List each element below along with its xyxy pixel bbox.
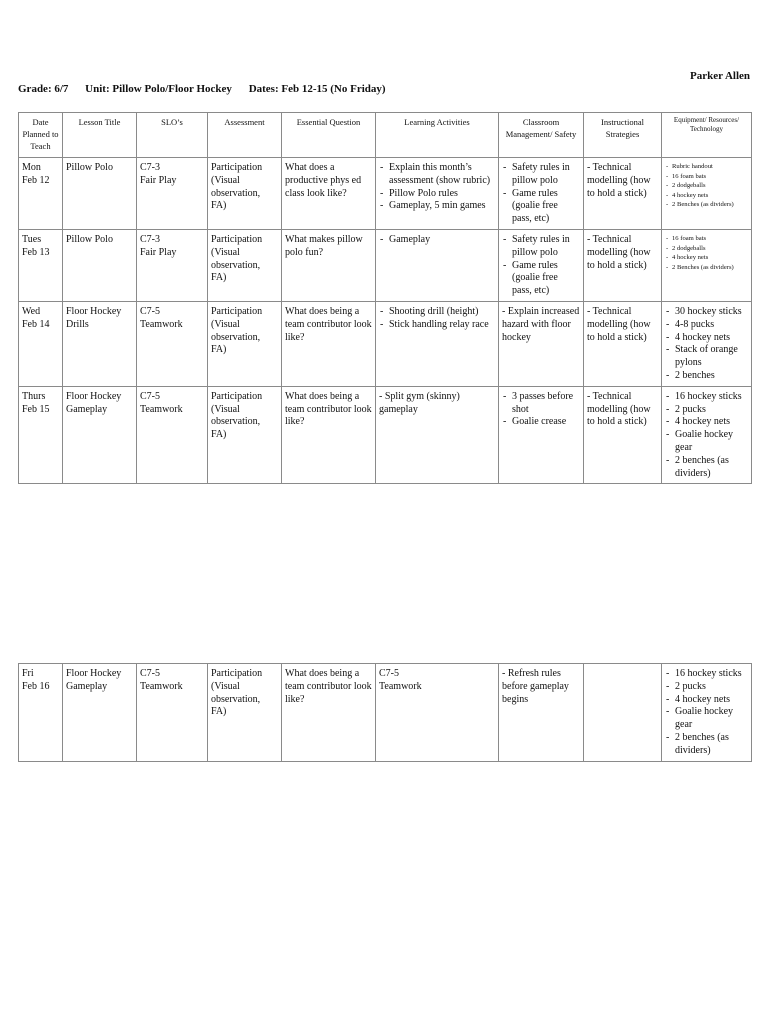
activities-list (379, 234, 495, 247)
list-item: - 16 foam bats (665, 234, 748, 244)
unit-label: Unit: Pillow Polo/Floor Hockey (85, 83, 232, 95)
table-row (19, 301, 752, 386)
list-item: - 30 hockey sticks (665, 306, 748, 319)
grade-label: Grade: 6/7 (18, 83, 69, 95)
list-item: - Rubric handout (665, 162, 748, 172)
date-label: Feb 16 (22, 680, 50, 692)
lesson-title-cell: Pillow Polo (63, 158, 137, 230)
slo-code: C7-5 (140, 305, 160, 317)
lesson-title-cell: Pillow Polo (63, 230, 137, 302)
column-header-essential-question: Essential Question (282, 113, 376, 158)
list-item: - Pillow Polo rules (379, 188, 495, 201)
date-label: Feb 15 (22, 403, 50, 415)
list-item: - 4 hockey nets (665, 416, 748, 429)
day-label: Mon (22, 162, 41, 173)
slo-cell (137, 664, 208, 762)
assessment-cell: Participation (Visual observation, FA) (208, 158, 282, 230)
equipment-cell (662, 386, 752, 484)
list-item: - 2 dodgeballs (665, 181, 748, 191)
list-item: - 2 benches (665, 370, 748, 383)
slo-code: C7-3 (140, 234, 160, 245)
slo-name: Fair Play (140, 246, 177, 258)
slo-name: Teamwork (140, 318, 183, 330)
instructional-strategies-cell (584, 664, 662, 762)
slo-cell (137, 386, 208, 484)
lesson-title-cell: Floor Hockey Gameplay (63, 386, 137, 484)
equipment-list (665, 306, 748, 383)
list-item: - 2 benches (as dividers) (665, 732, 748, 758)
lesson-title-cell: Floor Hockey Gameplay (63, 664, 137, 762)
list-item: - 4-8 pucks (665, 319, 748, 332)
assessment-cell: Participation (Visual observation, FA) (208, 230, 282, 302)
assessment-cell: Participation (Visual observation, FA) (208, 664, 282, 762)
list-item: - 2 Benches (as dividers) (665, 263, 748, 273)
safety-list (502, 391, 580, 429)
assessment-cell: Participation (Visual observation, FA) (208, 301, 282, 386)
date-cell (19, 158, 63, 230)
list-item: - Goalie crease (502, 416, 580, 429)
table-row (19, 664, 752, 762)
classroom-management-cell (499, 158, 584, 230)
table-header-row (19, 113, 752, 158)
slo-code: C7-5 (140, 390, 160, 402)
friday-lesson-table (18, 663, 752, 762)
activity-line: Teamwork (379, 680, 422, 692)
equipment-cell (662, 230, 752, 302)
day-label: Fri (22, 668, 34, 679)
date-cell (19, 301, 63, 386)
learning-activities-cell (376, 230, 499, 302)
slo-name: Teamwork (140, 680, 183, 692)
classroom-management-cell: - Explain increased hazard with floor hockey (499, 301, 584, 386)
equipment-cell (662, 158, 752, 230)
essential-question-cell: What does being a team contributor look like? (282, 301, 376, 386)
equipment-list (665, 162, 748, 210)
essential-question-cell: What does being a team contributor look like? (282, 664, 376, 762)
slo-cell (137, 158, 208, 230)
date-cell (19, 386, 63, 484)
slo-code: C7-3 (140, 162, 160, 173)
equipment-cell (662, 664, 752, 762)
date-label: Feb 13 (22, 246, 50, 258)
list-item: - 4 hockey nets (665, 253, 748, 263)
learning-activities-cell (376, 158, 499, 230)
list-item: - 2 Benches (as dividers) (665, 200, 748, 210)
equipment-cell (662, 301, 752, 386)
lesson-plan-header (18, 83, 386, 95)
date-cell (19, 230, 63, 302)
safety-list (502, 162, 580, 226)
lesson-title-cell: Floor Hockey Drills (63, 301, 137, 386)
equipment-list (665, 234, 748, 272)
equipment-list (665, 391, 748, 481)
essential-question-cell: What makes pillow polo fun? (282, 230, 376, 302)
list-item: - 2 pucks (665, 404, 748, 417)
date-cell (19, 664, 63, 762)
list-item: - Game rules (goalie free pass, etc) (502, 188, 580, 226)
essential-question-cell: What does being a team contributor look like? (282, 386, 376, 484)
list-item: - 2 dodgeballs (665, 244, 748, 254)
activities-list (379, 306, 495, 332)
slo-cell (137, 301, 208, 386)
list-item: - Safety rules in pillow polo (502, 234, 580, 260)
dates-label: Dates: Feb 12-15 (No Friday) (248, 83, 386, 95)
list-item: - Gameplay (379, 234, 495, 247)
list-item: - Goalie hockey gear (665, 706, 748, 732)
learning-activities-cell: - Split gym (skinny) gameplay (376, 386, 499, 484)
list-item: - 4 hockey nets (665, 694, 748, 707)
day-label: Thurs (22, 390, 46, 402)
learning-activities-cell (376, 301, 499, 386)
table-row (19, 230, 752, 302)
activity-line: C7-5 (379, 668, 399, 679)
column-header-slo: SLO’s (137, 113, 208, 158)
slo-name: Teamwork (140, 403, 183, 415)
essential-question-cell: What does a productive phys ed class look like? (282, 158, 376, 230)
instructional-strategies-cell: - Technical modelling (how to hold a stick) (584, 158, 662, 230)
lesson-plan-table (18, 112, 752, 484)
slo-name: Fair Play (140, 174, 177, 186)
column-header-classroom-management: Classroom Management/ Safety (499, 113, 584, 158)
list-item: - 16 hockey sticks (665, 668, 748, 681)
classroom-management-cell: - Refresh rules before gameplay begins (499, 664, 584, 762)
list-item: - 2 pucks (665, 681, 748, 694)
date-label: Feb 12 (22, 174, 50, 186)
author-name: Parker Allen (690, 70, 750, 82)
activities-list (379, 162, 495, 213)
column-header-learning-activities: Learning Activities (376, 113, 499, 158)
column-header-date: Date Planned to Teach (19, 113, 63, 158)
column-header-equipment: Equipment/ Resources/ Technology (662, 113, 752, 158)
slo-code: C7-5 (140, 668, 160, 679)
list-item: - 3 passes before shot (502, 391, 580, 417)
list-item: - Stick handling relay race (379, 319, 495, 332)
list-item: - Stack of orange pylons (665, 344, 748, 370)
safety-list (502, 234, 580, 298)
day-label: Wed (22, 305, 41, 317)
day-label: Tues (22, 234, 42, 245)
column-header-assessment: Assessment (208, 113, 282, 158)
list-item: - Game rules (goalie free pass, etc) (502, 260, 580, 298)
classroom-management-cell (499, 230, 584, 302)
list-item: - Goalie hockey gear (665, 429, 748, 455)
date-label: Feb 14 (22, 318, 50, 330)
column-header-instructional-strategies: Instructional Strategies (584, 113, 662, 158)
list-item: - Safety rules in pillow polo (502, 162, 580, 188)
table-row (19, 386, 752, 484)
list-item: - 2 benches (as dividers) (665, 455, 748, 481)
equipment-list (665, 668, 748, 758)
list-item: - 16 foam bats (665, 172, 748, 182)
list-item: - 4 hockey nets (665, 332, 748, 345)
slo-cell (137, 230, 208, 302)
list-item: - 4 hockey nets (665, 191, 748, 201)
list-item: - Explain this month’s assessment (show rubric) (379, 162, 495, 188)
list-item: - Shooting drill (height) (379, 306, 495, 319)
list-item: - Gameplay, 5 min games (379, 200, 495, 213)
instructional-strategies-cell: - Technical modelling (how to hold a stick) (584, 386, 662, 484)
learning-activities-cell (376, 664, 499, 762)
instructional-strategies-cell: - Technical modelling (how to hold a stick) (584, 230, 662, 302)
table-row (19, 158, 752, 230)
assessment-cell: Participation (Visual observation, FA) (208, 386, 282, 484)
list-item: - 16 hockey sticks (665, 391, 748, 404)
classroom-management-cell (499, 386, 584, 484)
column-header-lesson-title: Lesson Title (63, 113, 137, 158)
instructional-strategies-cell: - Technical modelling (how to hold a stick) (584, 301, 662, 386)
